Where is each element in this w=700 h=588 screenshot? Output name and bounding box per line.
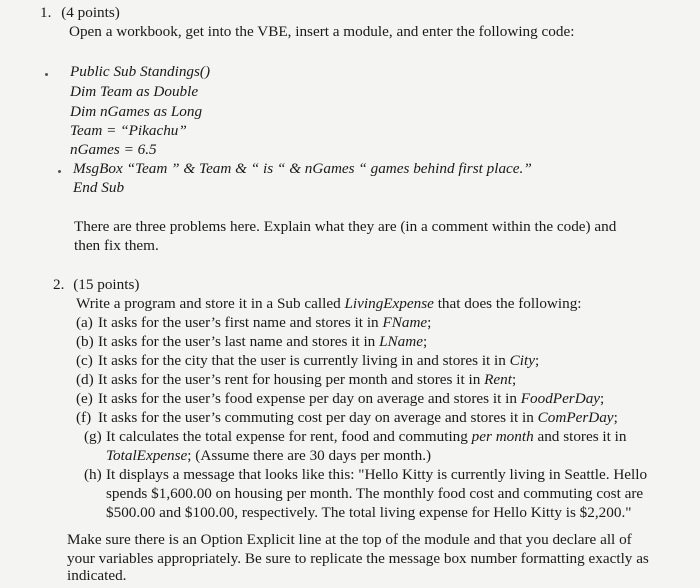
question-1-number: 1. — [40, 4, 52, 21]
code-line-4: Team = “Pikachu” — [70, 122, 187, 139]
question-1-points: (4 points) — [61, 4, 120, 21]
list-item-g-line-1: (g) It calculates the total expense for rent, food and commuting per month and stores it in — [84, 428, 627, 445]
list-item-h-line-1: (h) It displays a message that looks like this: "Hello Kitty is currently living in Seattle. Hello — [84, 466, 648, 483]
list-item-h-line-2: spends $1,600.00 on housing per month. The monthly food cost and commuting cost are — [106, 485, 644, 502]
code-line-5: nGames = 6.5 — [70, 141, 157, 158]
question-2-header — [53, 276, 139, 294]
question-1-task-line-2: then fix them. — [74, 237, 159, 254]
closing-line-1: Make sure there is an Option Explicit line at the top of the module and that you declare all of — [67, 531, 632, 548]
code-line-3: Dim nGames as Long — [70, 103, 203, 120]
question-1-header — [40, 4, 120, 22]
list-item-g-line-2: TotalExpense; (Assume there are 30 days per month.) — [106, 447, 432, 464]
list-item-a: (a) It asks for the user’s first name and stores it in FName; — [76, 314, 432, 331]
list-item-h-line-3: $500.00 and $100.00, respectively. The total living expense for Hello Kitty is $2,200." — [106, 504, 632, 521]
question-2-number: 2. — [53, 276, 65, 293]
code-line-1: Public Sub Standings() — [70, 63, 211, 80]
code-line-2: Dim Team as Double — [70, 83, 199, 100]
list-item-f: (f) It asks for the user’s commuting cost per day on average and stores it in ComPerDay; — [76, 409, 618, 426]
bullet-marker — [58, 170, 61, 173]
question-1-task-line-1: There are three problems here. Explain what they are (in a comment within the code) and — [74, 218, 617, 235]
question-2-intro: Write a program and store it in a Sub called LivingExpense that does the following: — [76, 295, 582, 312]
list-item-e: (e) It asks for the user’s food expense per day on average and stores it in FoodPerDay; — [76, 390, 605, 407]
question-1-intro: Open a workbook, get into the VBE, insert a module, and enter the following code: — [69, 23, 575, 40]
code-line-6: MsgBox “Team ” & Team & “ is “ & nGames “ games behind first place.” — [73, 160, 532, 177]
sub-name: LivingExpense — [344, 295, 434, 312]
question-2-points: (15 points) — [73, 276, 140, 293]
closing-line-2: your variables appropriately. Be sure to replicate the message box number formatting exactly as — [67, 550, 649, 567]
list-item-d: (d) It asks for the user’s rent for housing per month and stores it in Rent; — [76, 371, 517, 388]
bullet-marker — [45, 73, 48, 76]
list-item-c: (c) It asks for the city that the user is currently living in and stores it in City; — [76, 352, 540, 369]
list-item-b: (b) It asks for the user’s last name and stores it in LName; — [76, 333, 428, 350]
closing-line-3: indicated. — [67, 567, 127, 584]
code-line-7: End Sub — [73, 179, 125, 196]
